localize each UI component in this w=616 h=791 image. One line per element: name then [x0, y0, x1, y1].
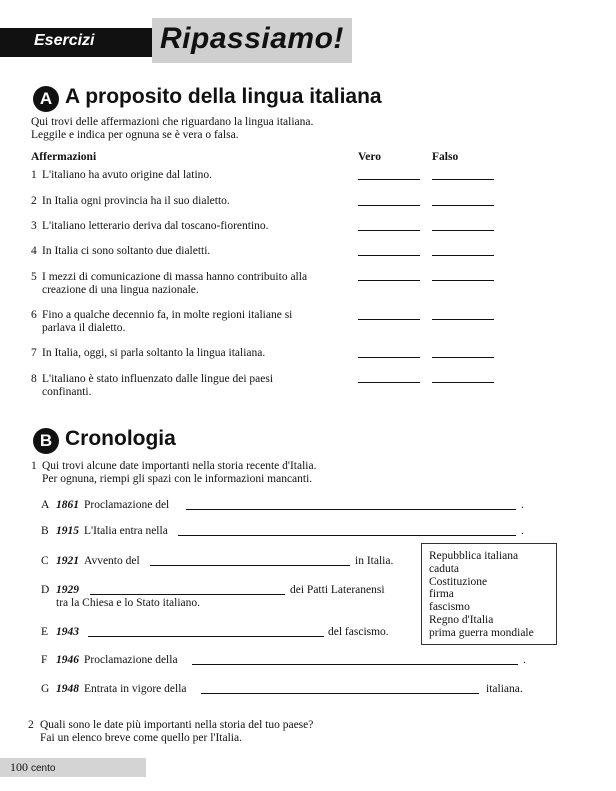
fill-in-blank[interactable]: [90, 594, 285, 595]
row-year: 1943: [56, 626, 79, 638]
false-answer-blank[interactable]: [432, 280, 494, 281]
statement-text: parlava il dialetto.: [42, 322, 126, 334]
true-answer-blank[interactable]: [358, 382, 420, 383]
timeline-row: [41, 683, 187, 696]
row-text-after: in Italia.: [355, 555, 394, 567]
statement-row: [31, 347, 266, 360]
row-letter: D: [41, 584, 50, 596]
statement-number: 7: [31, 347, 37, 359]
row-letter: E: [41, 626, 49, 638]
row-letter: C: [41, 555, 49, 567]
statement-row: [31, 245, 211, 258]
row-text-after: .: [521, 525, 524, 537]
statement-number: 5: [31, 271, 37, 283]
section-a-intro-line1: Qui trovi delle affermazioni che riguardano la lingua italiana.: [31, 116, 314, 128]
timeline-row: [41, 626, 79, 639]
row-text-after: del fascismo.: [328, 626, 389, 638]
question-2-line2: Fai un elenco breve come quello per l'Italia.: [40, 732, 242, 744]
timeline-row: [41, 654, 178, 667]
true-answer-blank[interactable]: [358, 280, 420, 281]
fill-in-blank[interactable]: [186, 509, 516, 510]
row-year: 1946: [56, 654, 79, 666]
false-answer-blank[interactable]: [432, 255, 494, 256]
word-bank-item: Repubblica italiana: [429, 550, 519, 562]
fill-in-blank[interactable]: [201, 693, 479, 694]
word-bank-list: [429, 550, 534, 640]
row-text-after: italiana.: [486, 683, 523, 695]
row-text-before: Proclamazione del: [84, 499, 170, 511]
timeline-row: [41, 525, 168, 538]
true-answer-blank[interactable]: [358, 255, 420, 256]
column-header-false: Falso: [432, 151, 459, 163]
row-year: 1915: [56, 525, 79, 537]
true-answer-blank[interactable]: [358, 179, 420, 180]
word-bank-item: firma: [429, 588, 454, 601]
false-answer-blank[interactable]: [432, 179, 494, 180]
statement-row: [31, 309, 293, 334]
row-text-before: Avvento del: [84, 555, 140, 567]
statement-number: 1: [31, 169, 37, 181]
statement-number: 4: [31, 245, 37, 257]
statement-text: In Italia, oggi, si parla soltanto la lingua italiana.: [42, 347, 266, 359]
false-answer-blank[interactable]: [432, 382, 494, 383]
row-year: 1929: [56, 584, 79, 596]
statement-row: [31, 373, 274, 398]
false-answer-blank[interactable]: [432, 319, 494, 320]
question-1-number: 1: [31, 460, 37, 472]
word-bank-item: Regno d'Italia: [429, 613, 494, 626]
row-letter: G: [41, 683, 50, 695]
statement-text: L'italiano ha avuto origine dal latino.: [42, 169, 213, 181]
header-tag: Esercizi: [34, 32, 95, 49]
statement-number: 3: [31, 220, 37, 232]
row-text-before: Entrata in vigore della: [84, 683, 187, 695]
statement-row: [31, 195, 230, 208]
false-answer-blank[interactable]: [432, 357, 494, 358]
timeline-row: [41, 499, 170, 512]
column-header-true: Vero: [358, 151, 381, 163]
fill-in-blank[interactable]: [178, 535, 516, 536]
statement-text: Fino a qualche decennio fa, in molte regioni italiane si: [42, 309, 293, 321]
section-b-title: Cronologia: [65, 427, 176, 450]
question-1-line1: Qui trovi alcune date importanti nella storia recente d'Italia.: [42, 460, 317, 472]
statement-row: [31, 271, 308, 296]
false-answer-blank[interactable]: [432, 205, 494, 206]
false-answer-blank[interactable]: [432, 230, 494, 231]
statement-text: L'italiano letterario deriva dal toscano-fiorentino.: [42, 220, 269, 232]
row-text-after: .: [521, 499, 524, 511]
true-answer-blank[interactable]: [358, 357, 420, 358]
fill-in-blank[interactable]: [192, 664, 518, 665]
row-text-after: dei Patti Lateranensi: [290, 584, 385, 596]
row-year: 1948: [56, 683, 79, 695]
word-bank-item: caduta: [429, 562, 460, 575]
statement-text: In Italia ci sono soltanto due dialetti.: [42, 245, 211, 257]
statement-text: confinanti.: [42, 386, 92, 398]
row-letter: B: [41, 525, 49, 537]
section-b-badge: B: [33, 428, 59, 454]
statement-number: 2: [31, 195, 37, 207]
statement-text: L'italiano è stato influenzato dalle lingue dei paesi: [42, 373, 274, 385]
word-bank-item: fascismo: [429, 601, 470, 614]
statement-row: [31, 220, 269, 233]
question-1-line2: Per ognuna, riempi gli spazi con le informazioni mancanti.: [42, 473, 313, 485]
row-text-before: L'Italia entra nella: [84, 525, 168, 537]
statement-row: [31, 169, 213, 182]
section-a-badge: A: [33, 86, 59, 112]
page-title: Ripassiamo!: [160, 22, 344, 55]
statement-text: In Italia ogni provincia ha il suo dialetto.: [42, 195, 230, 207]
question-2-number: 2: [28, 719, 34, 731]
page-number-digits: 100: [10, 760, 28, 774]
true-answer-blank[interactable]: [358, 230, 420, 231]
fill-in-blank[interactable]: [88, 636, 324, 637]
section-a-title: A proposito della lingua italiana: [65, 85, 382, 108]
fill-in-blank[interactable]: [150, 565, 350, 566]
timeline-row: [41, 584, 79, 597]
row-text-after: .: [523, 654, 526, 666]
word-bank-box: [421, 543, 557, 645]
section-a-intro-line2: Leggile e indica per ognuna se è vera o falsa.: [31, 129, 239, 141]
row-year: 1921: [56, 555, 79, 567]
row-year: 1861: [56, 499, 79, 511]
statement-text: creazione di una lingua nazionale.: [42, 284, 199, 296]
timeline-row: [41, 555, 140, 568]
row-letter: A: [41, 499, 50, 511]
row-text-line2: tra la Chiesa e lo Stato italiano.: [56, 597, 201, 609]
statement-number: 8: [31, 373, 37, 385]
question-2-line1: Quali sono le date più importanti nella storia del tuo paese?: [40, 719, 314, 731]
row-letter: F: [41, 654, 48, 666]
statement-number: 6: [31, 309, 37, 321]
word-bank-item: prima guerra mondiale: [429, 626, 534, 639]
page-number: [10, 760, 55, 775]
statement-text: I mezzi di comunicazione di massa hanno contribuito alla: [42, 271, 308, 283]
true-answer-blank[interactable]: [358, 319, 420, 320]
row-text-before: Proclamazione della: [84, 654, 178, 666]
word-bank-item: Costituzione: [429, 575, 488, 588]
true-answer-blank[interactable]: [358, 205, 420, 206]
column-header-statements: Affermazioni: [31, 151, 97, 163]
page-number-word: cento: [31, 763, 56, 774]
